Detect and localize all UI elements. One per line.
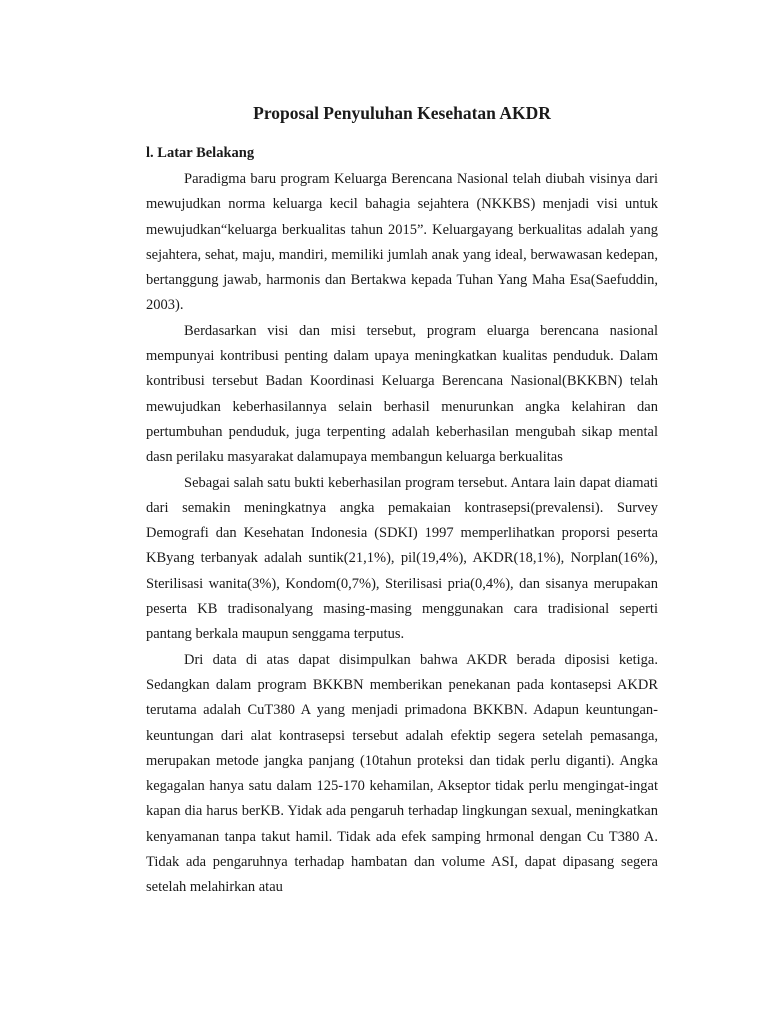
- paragraph-2: Berdasarkan visi dan misi tersebut, program eluarga berencana nasional mempunyai kontribusi penting dalam upaya meningkatkan kualitas penduduk. Dalam kontribusi tersebut Badan Koordinasi Keluarga Berencana Nasional(BKKBN) telah mewujudkan keberhasilannya selain berhasil menurunkan angka kelahiran dan pertumbuhan penduduk, juga terpenting adalah keberhasilan mengubah sikap mental dasn perilaku masyarakat dalamupaya membangun keluarga berkualitas: [146, 322, 658, 466]
- body-text: [146, 167, 658, 901]
- paragraph-3: Sebagai salah satu bukti keberhasilan program tersebut. Antara lain dapat diamati dari semakin meningkatnya angka pemakaian kontrasepsi(prevalensi). Survey Demografi dan Kesehatan Indonesia (SDKI) 1997 memperlihatkan proporsi peserta KByang terbanyak adalah suntik(21,1%), pil(19,4%), AKDR(18,1%), Norplan(16%), Sterilisasi wanita(3%), Kondom(0,7%), Sterilisasi pria(0,4%), dan sisanya merupakan peserta KB tradisonalyang masing-masing menggunakan cara tradisional seperti pantang berkala maupun senggama terputus.: [146, 474, 658, 643]
- document-title: Proposal Penyuluhan Kesehatan AKDR: [253, 103, 551, 123]
- section-heading: l. Latar Belakang: [146, 145, 255, 161]
- paragraph-1: Paradigma baru program Keluarga Berencana Nasional telah diubah visinya dari mewujudkan norma keluarga kecil bahagia sejahtera (NKKBS) menjadi visi untuk mewujudkan“keluarga berkualitas tahun 2015”. Keluargayang berkualitas adalah yang sejahtera, sehat, maju, mandiri, memiliki jumlah anak yang ideal, berwawasan kedepan, bertanggung jawab, harmonis dan Bertakwa kepada Tuhan Yang Maha Esa(Saefuddin, 2003).: [146, 171, 658, 314]
- paragraph-4: Dri data di atas dapat disimpulkan bahwa AKDR berada diposisi ketiga. Sedangkan dalam program BKKBN memberikan penekanan pada kontasepsi AKDR terutama adalah CuT380 A yang menjadi primadona BKKBN. Adapun keuntungan-keuntungan dari alat kontrasepsi tersebut adalah efektip segera setelah pemasanga, merupakan metode jangka panjang (10tahun proteksi dan tidak perlu diganti). Angka kegagalan hanya satu dalam 125-170 kehamilan, Akseptor tidak perlu mengingat-ingat kapan dia harus berKB. Yidak ada pengaruh terhadap lingkungan sexual, meningkatkan kenyamanan tanpa takut hamil. Tidak ada efek samping hrmonal dengan Cu T380 A. Tidak ada pengaruhnya terhadap hambatan dan volume ASI, dapat dipasang segera setelah melahirkan atau: [146, 651, 658, 896]
